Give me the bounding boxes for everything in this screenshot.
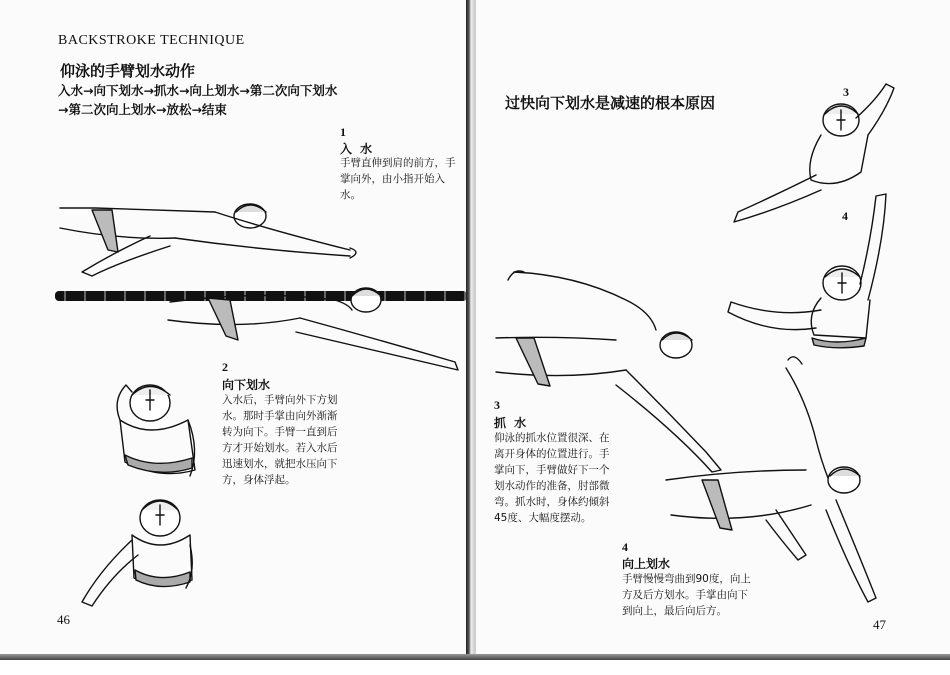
figure-label-4: 4	[842, 209, 848, 223]
page-number-right: 47	[873, 617, 886, 632]
left-illustrations	[0, 0, 468, 660]
right-heading: 过快向下划水是减速的根本原因	[505, 94, 716, 112]
swimmer-downsweep-illustration	[168, 288, 458, 370]
step-3-title: 抓 水	[494, 416, 529, 430]
step-4-description: 手臂慢慢弯曲到90度，向上 方及后方划水。手掌由向下 到向上，最后向后方。	[622, 573, 751, 617]
figure-label-3: 3	[843, 85, 849, 99]
step-4-title: 向上划水	[622, 557, 671, 571]
page-number-left: 46	[57, 612, 70, 627]
step-3-number: 3	[494, 398, 500, 412]
swimmer-upsweep-side-view	[666, 357, 876, 602]
swimmer-catch-side-view	[496, 271, 721, 472]
swimmer-rear-view-1	[117, 385, 195, 476]
swimmer-entry-illustration	[60, 204, 356, 276]
swimmer-catch-rear-view	[734, 84, 894, 222]
sequence-line-2: →第二次向上划水→放松→结束	[58, 102, 227, 117]
step-1-description: 手臂直伸到肩的前方，手 掌向外，由小指开始入 水。	[340, 157, 456, 201]
sequence-line-1: 入水→向下划水→抓水→向上划水→第二次向下划水	[58, 83, 338, 98]
left-heading: 仰泳的手臂划水动作	[60, 62, 196, 80]
step-1-number: 1	[340, 125, 346, 139]
step-4-number: 4	[622, 540, 628, 554]
step-2-number: 2	[222, 360, 228, 374]
book-bottom-shadow	[0, 654, 950, 660]
left-page	[0, 0, 468, 660]
swimmer-rear-view-2	[82, 500, 192, 606]
step-1-title: 入 水	[340, 142, 375, 156]
book-title: BACKSTROKE TECHNIQUE	[58, 33, 245, 48]
step-3-description: 仰泳的抓水位置很深、在 离开身体的位置进行。手 掌向下，手臂做好下一个 划水动作的准备，肘部微 弯。抓水时，身体约倾斜 45度、大幅度摆动。	[494, 432, 610, 524]
step-2-description: 入水后，手臂向外下方划 水。那时手掌由向外渐渐 转为向下。手臂一直到后 方才开始划水。若入水后 迅速划水，就把水压向下 方，身体浮起。	[222, 394, 338, 486]
right-illustrations	[476, 0, 950, 660]
right-page	[476, 0, 950, 660]
step-2-title: 向下划水	[222, 378, 271, 392]
